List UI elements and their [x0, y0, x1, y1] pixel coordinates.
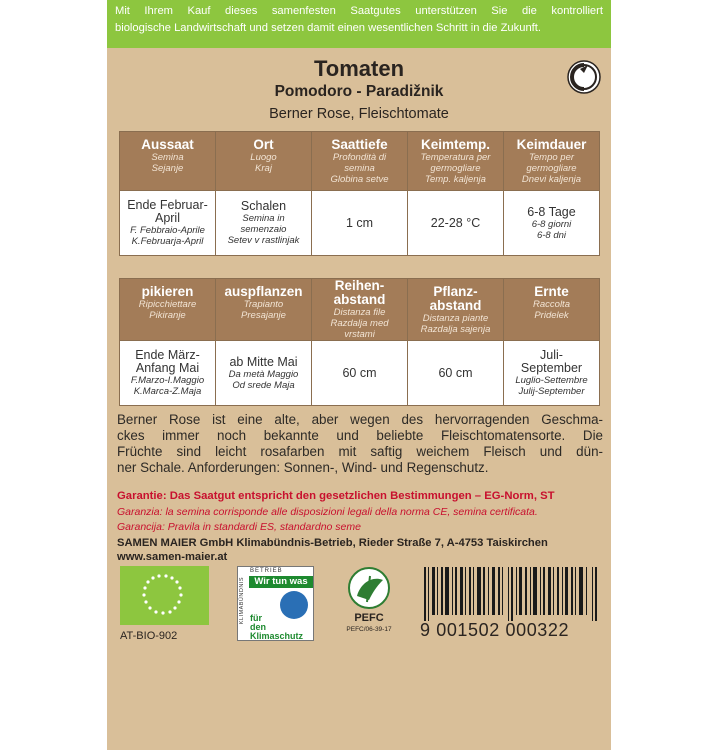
planting-table — [119, 278, 600, 406]
product-subtitle: Pomodoro - Paradižnik — [274, 83, 444, 100]
header-aussaat: Aussaat Semina Sejanje — [120, 132, 216, 191]
header-pikieren: pikieren Ripicchiettare Pikiranje — [120, 279, 216, 341]
klimabuendnis-logo — [237, 566, 314, 641]
barcode-icon — [422, 567, 601, 621]
seed-packet — [107, 0, 611, 750]
header-ort: Ort Luogo Kraj — [216, 132, 312, 191]
company-website: www.samen-maier.at — [117, 551, 228, 563]
guarantee-it: Garanzia: la semina corrisponde alle disposizioni legali della norma CE, semina certificata. — [117, 506, 538, 518]
value-auspflanzen: ab Mitte Mai Da metà Maggio Od srede Maja — [216, 341, 312, 406]
barcode-number: 9 001502 000322 — [420, 620, 570, 640]
klima-top-text: BETRIEB — [250, 568, 283, 574]
value-pflanzabstand: 60 cm — [408, 341, 504, 406]
product-title: Tomaten — [313, 56, 405, 81]
value-aussaat: Ende Februar- April F. Febbraio-Aprile K.Februarja-April — [120, 191, 216, 256]
green-dot-recycle-icon — [567, 60, 601, 94]
sowing-table — [119, 131, 600, 256]
eu-organic-code: AT-BIO-902 — [120, 630, 178, 642]
variety-description — [117, 412, 603, 476]
header-pflanzabstand: Pflanz- abstand Distanza piante Razdalja sajenja — [408, 279, 504, 341]
value-keimdauer: 6-8 Tage 6-8 giorni 6-8 dni — [504, 191, 600, 256]
company-address: SAMEN MAIER GmbH Klimabündnis-Betrieb, Rieder Straße 7, A-4753 Taiskirchen — [117, 537, 548, 549]
header-keimdauer: Keimdauer Tempo per germogliare Dnevi kaljenja — [504, 132, 600, 191]
klima-slogan: Wir tun was — [249, 576, 313, 588]
banner-line-2: biologische Landwirtschaft und setzen damit einen wesentlichen Schritt in die Zukunft. — [115, 22, 541, 34]
pefc-code: PEFC/06-39-17 — [346, 626, 392, 633]
eu-organic-leaf-icon — [120, 566, 209, 625]
value-keimtemp: 22-28 °C — [408, 191, 504, 256]
header-keimtemp: Keimtemp. Temperatura per germogliare Temp. kaljenja — [408, 132, 504, 191]
description-line: Berner Rose ist eine alte, aber wegen des hervorragenden Geschma- — [117, 412, 603, 427]
description-line: ckes immer noch bekannte und beliebte Fleischtomatensorte. Die — [117, 428, 603, 443]
value-ort: Schalen Semina in semenzaio Setev v rastlinjak — [216, 191, 312, 256]
banner-line-1: Mit Ihrem Kauf dieses samenfesten Saatgutes unterstützen Sie die kontrolliert — [115, 5, 603, 17]
pefc-label: PEFC — [354, 612, 384, 624]
value-reihenabstand: 60 cm — [312, 341, 408, 406]
description-line: Früchte sind leicht rosafarben mit saftig weichem Fleisch und dün- — [117, 444, 603, 459]
value-ernte: Juli- September Luglio-Settembre Julij-September — [504, 341, 600, 406]
header-saattiefe: Saattiefe Profondità di semina Globina setve — [312, 132, 408, 191]
guarantee-sl: Garancija: Pravila in standardi ES, standardno seme — [117, 521, 361, 533]
klima-side-text: KLIMABÜNDNIS — [239, 577, 245, 625]
klima-claim: für den Klimaschutz — [250, 613, 304, 641]
product-variety: Berner Rose, Fleischtomate — [269, 106, 449, 122]
description-line: ner Schale. Anforderungen: Sonnen-, Wind- und Regenschutz. — [117, 460, 489, 475]
header-ernte: Ernte Raccolta Pridelek — [504, 279, 600, 341]
header-reihenabstand: Reihen- abstand Distanza file Razdalja med vrstami — [312, 279, 408, 341]
organic-banner — [107, 0, 611, 48]
value-pikieren: Ende März- Anfang Mai F.Marzo-I.Maggio K.Marca-Z.Maja — [120, 341, 216, 406]
value-saattiefe: 1 cm — [312, 191, 408, 256]
header-auspflanzen: auspflanzen Trapianto Presajanje — [216, 279, 312, 341]
guarantee-de: Garantie: Das Saatgut entspricht den gesetzlichen Bestimmungen – EG-Norm, ST — [117, 490, 555, 502]
